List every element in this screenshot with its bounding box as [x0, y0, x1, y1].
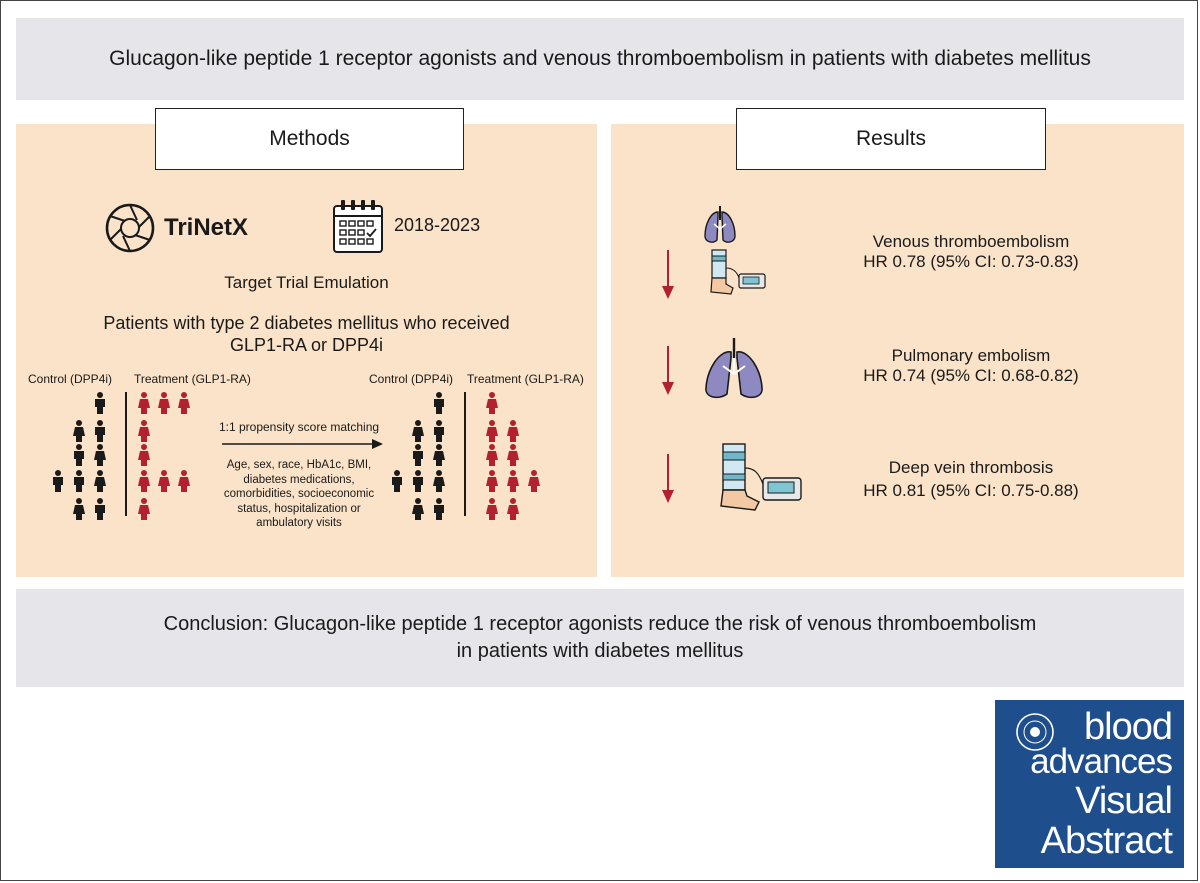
- treatment-person-icon: [486, 392, 498, 414]
- treatment-person-icon: [158, 470, 170, 492]
- control-person-icon: [74, 470, 84, 492]
- abstract-title: Glucagon-like peptide 1 receptor agonists and venous thromboembolism in patients with diabetes mellitus: [109, 47, 1091, 70]
- treatment-person-icon: [486, 470, 498, 492]
- lungs-icon: [703, 336, 765, 402]
- treatment-person-icon: [528, 470, 540, 492]
- covariate-line: diabetes medications,: [243, 473, 355, 486]
- covariate-line: comorbidities, socioeconomic: [223, 488, 375, 500]
- covariate-line: ambulatory visits: [256, 517, 342, 529]
- treatment-person-icon: [507, 420, 519, 442]
- treatment-person-icon: [138, 470, 150, 492]
- logo-word-advances: advances: [1030, 742, 1172, 781]
- methods-heading: Methods: [269, 127, 350, 150]
- decrease-arrow-icon: [661, 250, 675, 300]
- matching-covariates: [212, 458, 386, 531]
- covariate-line: Age, sex, race, HbA1c, BMI,: [226, 459, 372, 471]
- treatment-person-icon: [138, 444, 150, 466]
- control-person-icon: [412, 498, 424, 520]
- study-design: Target Trial Emulation: [224, 273, 389, 292]
- treatment-person-icon: [486, 444, 498, 466]
- control-label-after: Control (DPP4i): [369, 372, 454, 386]
- control-person-icon: [95, 392, 105, 414]
- treatment-person-icon: [507, 470, 519, 492]
- conclusion-banner: [16, 589, 1184, 687]
- leg-compression-icon: [715, 440, 807, 516]
- control-person-icon: [433, 470, 445, 492]
- results-heading-box: [736, 108, 1046, 170]
- methods-panel: [16, 124, 597, 577]
- decrease-arrow-icon: [661, 346, 675, 396]
- control-person-icon: [73, 498, 85, 520]
- methods-heading-box: [155, 108, 464, 170]
- outcome-name: Deep vein thrombosis: [888, 458, 1054, 477]
- treatment-label-after: Treatment (GLP1-RA): [467, 372, 584, 386]
- control-person-icon: [95, 420, 105, 442]
- logo-word-visual: Visual: [1075, 780, 1172, 822]
- control-person-icon: [413, 470, 423, 492]
- blood-advances-logo: [995, 700, 1184, 868]
- control-person-icon: [74, 444, 84, 466]
- outcome-hazard-ratio: HR 0.78 (95% CI: 0.73-0.83): [863, 252, 1079, 271]
- calendar-icon: [332, 198, 384, 254]
- control-person-icon: [94, 470, 106, 492]
- results-heading: Results: [855, 127, 927, 150]
- matching-label: 1:1 propensity score matching: [218, 420, 380, 434]
- trinetx-wordmark: TriNetX: [164, 214, 249, 241]
- control-person-icon: [434, 392, 444, 414]
- study-period: 2018-2023: [394, 215, 481, 235]
- treatment-person-icon: [178, 470, 190, 492]
- conclusion-line-1: Conclusion: Glucagon-like peptide 1 receptor agonists reduce the risk of venous thromboembolism: [163, 613, 1037, 635]
- control-person-icon: [392, 470, 402, 492]
- treatment-person-icon: [507, 498, 519, 520]
- results-panel: [611, 124, 1184, 577]
- control-person-icon: [434, 420, 444, 442]
- decrease-arrow-icon: [661, 454, 675, 504]
- outcome-hazard-ratio: HR 0.81 (95% CI: 0.75-0.88): [863, 481, 1079, 500]
- control-person-icon: [95, 498, 105, 520]
- control-label-before: Control (DPP4i): [28, 372, 113, 386]
- control-person-icon: [412, 420, 424, 442]
- treatment-person-icon: [486, 498, 498, 520]
- outcome-name: Pulmonary embolism: [891, 346, 1051, 365]
- control-person-icon: [53, 470, 63, 492]
- covariate-line: status, hospitalization or: [237, 502, 361, 515]
- treatment-person-icon: [158, 392, 170, 414]
- treatment-person-icon: [486, 420, 498, 442]
- treatment-person-icon: [138, 392, 150, 414]
- abstract-title-banner: [16, 18, 1184, 100]
- treatment-person-icon: [178, 392, 190, 414]
- conclusion-line-2: in patients with diabetes mellitus: [456, 640, 744, 662]
- control-person-icon: [433, 444, 445, 466]
- control-person-icon: [73, 420, 85, 442]
- treatment-label-before: Treatment (GLP1-RA): [134, 372, 251, 386]
- lungs-and-leg-icon: [703, 202, 773, 298]
- population-line-2: GLP1-RA or DPP4i: [229, 335, 384, 355]
- aperture-icon: [104, 202, 156, 254]
- treatment-person-icon: [507, 444, 519, 466]
- matching-arrow-icon: [222, 438, 384, 450]
- control-person-icon: [94, 444, 106, 466]
- treatment-person-icon: [138, 420, 150, 442]
- control-person-icon: [434, 498, 444, 520]
- treatment-person-icon: [138, 498, 150, 520]
- outcome-hazard-ratio: HR 0.74 (95% CI: 0.68-0.82): [863, 366, 1079, 385]
- logo-word-abstract: Abstract: [1040, 820, 1172, 862]
- logo-word-blood: blood: [1084, 706, 1172, 748]
- population-line-1: Patients with type 2 diabetes mellitus who received: [103, 313, 510, 333]
- outcome-name: Venous thromboembolism: [872, 232, 1070, 251]
- control-person-icon: [413, 444, 423, 466]
